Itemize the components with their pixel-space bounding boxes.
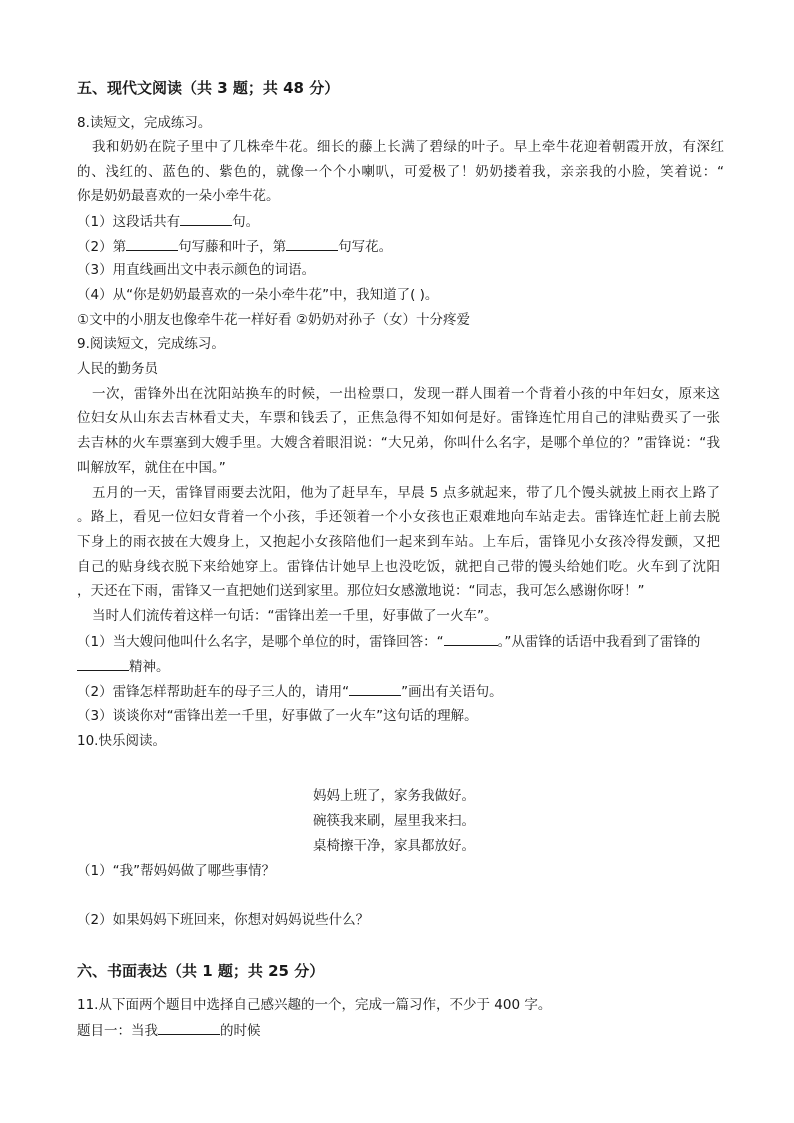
sub-question: （2）如果妈妈下班回来，你想对妈妈说些什么？ (77, 912, 370, 928)
sub-question-text: （1）当大嫂问他叫什么名字，是哪个单位的时，雷锋回答：“ (77, 634, 444, 650)
answer-blank[interactable] (180, 211, 232, 226)
sub-question (77, 681, 734, 702)
passage-line: 当时人们流传着这样一句话：“雷锋出差一千里，好事做了一火车”。 (92, 608, 498, 624)
sub-question-text: 句。 (232, 214, 260, 230)
question-prompt: 9.阅读短文，完成练习。 (77, 336, 225, 352)
section-heading: 六、书面表达（共 1 题；共 25 分） (77, 962, 325, 980)
essay-topic-text: 题目一：当我 (77, 1023, 158, 1039)
answer-blank[interactable] (158, 1020, 220, 1035)
sub-question: （3）用直线画出文中表示颜色的词语。 (77, 262, 316, 278)
answer-blank[interactable] (77, 656, 129, 671)
sub-question-text: ”画出有关语句。 (401, 684, 503, 700)
answer-options: ①文中的小朋友也像牵牛花一样好看 ②奶奶对孙子（女）十分疼爱 (77, 312, 470, 328)
sub-question-text: （2）第 (77, 239, 127, 255)
essay-topic-text: 的时候 (220, 1023, 261, 1039)
poem-line: 碗筷我来刷，屋里我来扫。 (313, 813, 475, 829)
sub-question (77, 631, 734, 652)
passage-line: 下身上的雨衣披在大嫂身上，又抱起小女孩陪他们一起来到车站。上车后，雷锋见小女孩冷得发颤，又把 (77, 534, 720, 550)
passage-line: 我和奶奶在院子里中了几株牵牛花。细长的藤上长满了碧绿的叶子。早上牵牛花迎着朝霞开放，有深红 (92, 139, 724, 155)
passage-line: 。路上，看见一位妇女背着一个小孩，手还领着一个小女孩也正艰难地向车站走去。雷锋连忙赶上前去脱 (77, 509, 720, 525)
passage-line: 五月的一天，雷锋冒雨要去沈阳，他为了赶早车，早晨 5 点多就起来，带了几个馒头就披上雨衣上路了 (92, 485, 720, 501)
passage-line: 自己的贴身线衣脱下来给她穿上。雷锋估计她早上也没吃饭，就把自己带的馒头给她们吃。火车到了沈阳 (77, 559, 720, 575)
sub-question (77, 211, 734, 232)
poem-line: 妈妈上班了，家务我做好。 (313, 788, 475, 804)
sub-question (77, 236, 734, 257)
answer-blank[interactable] (349, 681, 401, 696)
sub-question-text: （1）这段话共有 (77, 214, 181, 230)
question-prompt: 8.读短文，完成练习。 (77, 115, 212, 131)
sub-question: （3）谈谈你对“雷锋出差一千里，好事做了一火车”这句话的理解。 (77, 708, 478, 724)
section-heading: 五、现代文阅读（共 3 题；共 48 分） (77, 79, 340, 97)
sub-question-text: 精神。 (129, 659, 170, 675)
question-prompt: 11.从下面两个题目中选择自己感兴趣的一个，完成一篇习作，不少于 400 字。 (77, 997, 552, 1013)
sub-question-text: 句写藤和叶子，第 (178, 239, 287, 255)
passage-title: 人民的勤务员 (77, 361, 158, 377)
passage-line: 一次，雷锋外出在沈阳站换车的时候，一出检票口，发现一群人围着一个背着小孩的中年妇女，原来这 (92, 386, 720, 402)
poem-line: 桌椅擦干净，家具都放好。 (313, 838, 475, 854)
passage-line: 你是奶奶最喜欢的一朵小牵牛花。 (77, 188, 280, 204)
sub-question: （4）从“你是奶奶最喜欢的一朵小牵牛花”中，我知道了( )。 (77, 287, 439, 303)
sub-question (77, 656, 734, 677)
answer-blank[interactable] (444, 631, 498, 646)
question-prompt: 10.快乐阅读。 (77, 733, 166, 749)
passage-line: 位妇女从山东去吉林看丈夫，车票和钱丢了，正焦急得不知如何是好。雷锋连忙用自己的津贴费买了一张 (77, 410, 720, 426)
passage-line: 的、浅红的、蓝色的、紫色的，就像一个个小喇叭，可爱极了！奶奶搂着我，亲亲我的小脸，笑着说：“ (77, 164, 724, 180)
passage-line: ，天还在下雨，雷锋又一直把她们送到家里。那位妇女感激地说：“同志，我可怎么感谢你呀！” (77, 583, 645, 599)
sub-question-text: 。”从雷锋的话语中我看到了雷锋的 (497, 634, 701, 650)
answer-blank[interactable] (286, 236, 338, 251)
passage-line: 去吉林的火车票塞到大嫂手里。大嫂含着眼泪说：“大兄弟，你叫什么名字，是哪个单位的？”雷锋说：“我 (77, 435, 720, 451)
sub-question-text: 句写花。 (338, 239, 393, 255)
answer-blank[interactable] (126, 236, 178, 251)
sub-question: （1）“我”帮妈妈做了哪些事情？ (77, 863, 276, 879)
passage-line: 叫解放军，就住在中国。” (77, 460, 226, 476)
sub-question-text: （2）雷锋怎样帮助赶车的母子三人的，请用“ (77, 684, 350, 700)
essay-topic (77, 1020, 734, 1041)
